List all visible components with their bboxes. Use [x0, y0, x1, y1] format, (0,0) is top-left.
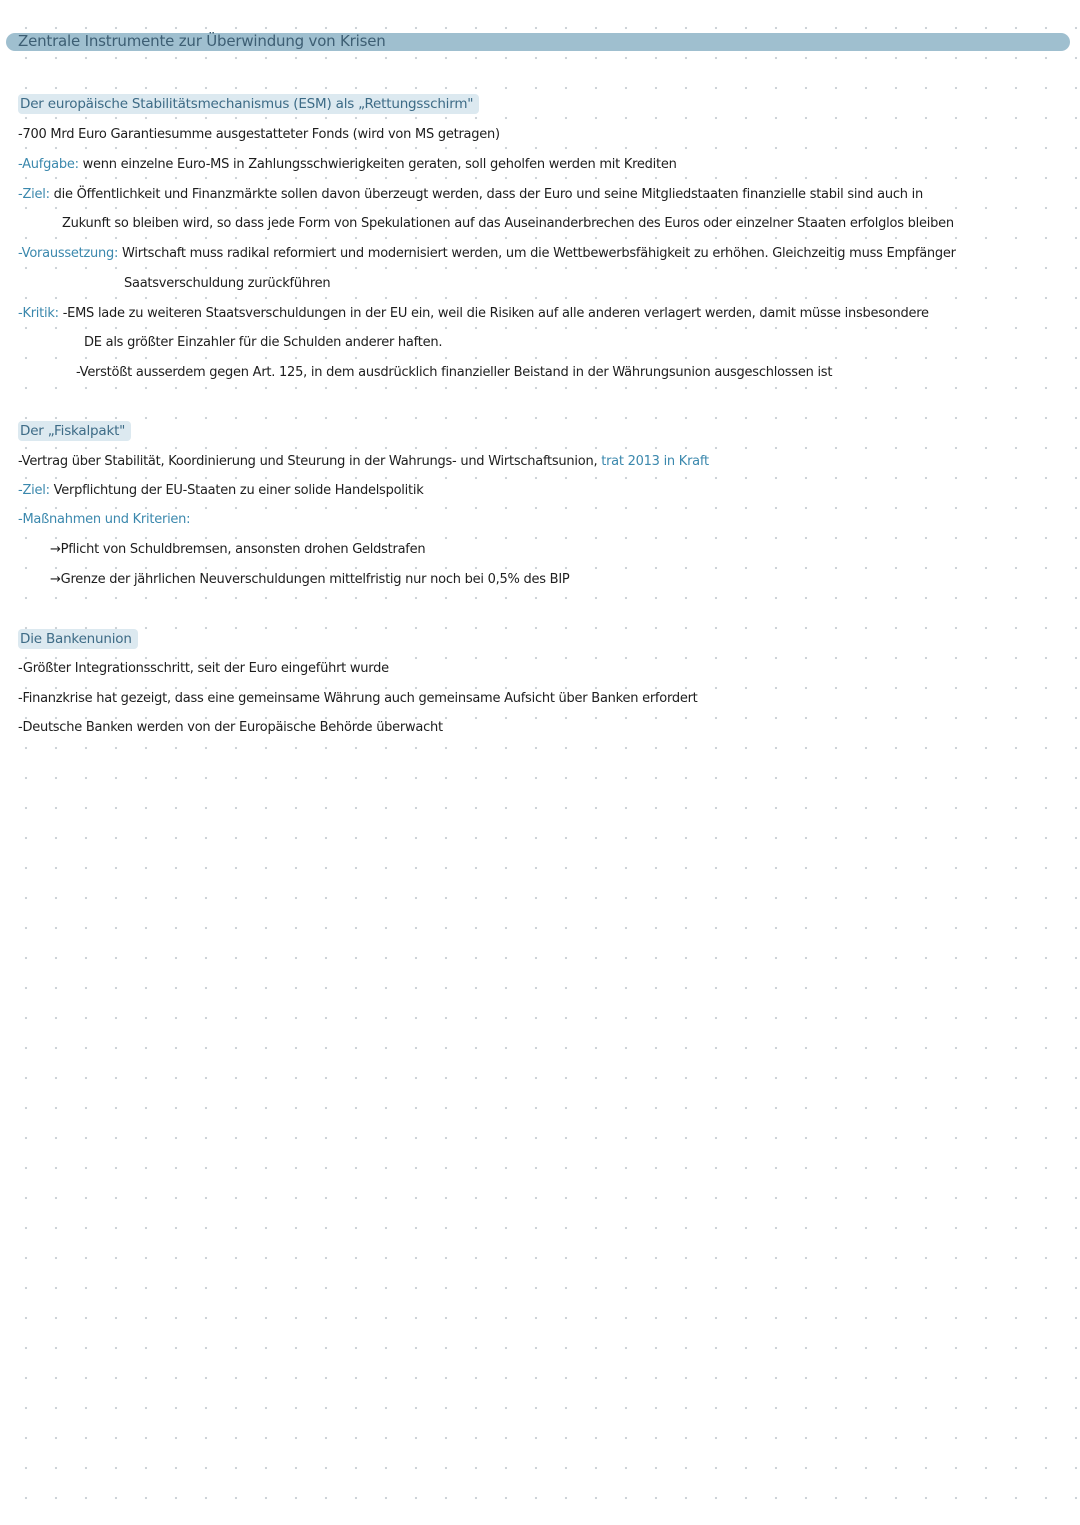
esm-line-garantiesumme: -700 Mrd Euro Garantiesumme ausgestatteter Fonds (wird von MS getragen)	[18, 127, 500, 142]
fiskalpakt-heading: Der „Fiskalpakt"	[18, 421, 131, 441]
esm-voraussetzung-line	[18, 245, 956, 263]
esm-kritik-text-2: DE als größter Einzahler für die Schulden anderer haften.	[84, 335, 443, 350]
fiskalpakt-massnahmen-label: -Maßnahmen und Kriterien:	[18, 512, 191, 527]
esm-ziel-line	[18, 186, 923, 204]
bankenunion-heading: Die Bankenunion	[18, 629, 138, 649]
esm-ziel-text-2: Zukunft so bleiben wird, so dass jede Form von Spekulationen auf das Auseinanderbrechen des Euros oder einzelner Staaten erfolglos bleiben	[62, 216, 954, 231]
esm-kritik-text-1: -EMS lade zu weiteren Staatsverschuldungen in der EU ein, weil die Risiken auf alle anderen verlagert werden, damit müsse insbesondere	[62, 306, 929, 321]
fiskalpakt-ziel-text: Verpflichtung der EU-Staaten zu einer solide Handelspolitik	[53, 483, 424, 498]
esm-aufgabe-line	[18, 156, 677, 174]
bankenunion-line-2: -Finanzkrise hat gezeigt, dass eine gemeinsame Währung auch gemeinsame Aufsicht über Banken erfordert	[18, 691, 698, 706]
fiskalpakt-ziel-line	[18, 482, 424, 500]
esm-voraussetzung-label: -Voraussetzung:	[18, 246, 119, 261]
fiskalpakt-inkraft-text: trat 2013 in Kraft	[601, 454, 709, 469]
esm-ziel-label: -Ziel:	[18, 187, 50, 202]
esm-kritik-label: -Kritik:	[18, 306, 59, 321]
esm-kritik-line	[18, 305, 929, 323]
esm-heading: Der europäische Stabilitätsmechanismus (ESM) als „Rettungsschirm"	[18, 94, 479, 114]
esm-kritik-text-3: -Verstößt ausserdem gegen Art. 125, in dem ausdrücklich finanzieller Beistand in der Währungsunion ausgeschlossen ist	[76, 365, 833, 380]
fiskalpakt-vertrag-line	[18, 453, 709, 471]
esm-aufgabe-label: -Aufgabe:	[18, 157, 79, 172]
bankenunion-line-1: -Größter Integrationsschritt, seit der Euro eingeführt wurde	[18, 661, 389, 676]
esm-voraussetzung-text-2: Saatsverschuldung zurückführen	[124, 276, 331, 291]
page-title: Zentrale Instrumente zur Überwindung von Krisen	[18, 32, 386, 50]
fiskalpakt-item-neuverschuldung: →Grenze der jährlichen Neuverschuldungen mittelfristig nur noch bei 0,5% des BIP	[50, 572, 570, 587]
esm-aufgabe-text: wenn einzelne Euro-MS in Zahlungsschwierigkeiten geraten, soll geholfen werden mit Krediten	[82, 157, 677, 172]
bankenunion-line-3: -Deutsche Banken werden von der Europäische Behörde überwacht	[18, 720, 443, 735]
fiskalpakt-vertrag-text: -Vertrag über Stabilität, Koordinierung und Steurung in der Wahrungs- und Wirtschaftsunion,	[18, 454, 598, 469]
esm-ziel-text-1: die Öffentlichkeit und Finanzmärkte sollen davon überzeugt werden, dass der Euro und seine Mitgliedstaaten finanzielle stabil sind auch in	[53, 187, 923, 202]
esm-voraussetzung-text-1: Wirtschaft muss radikal reformiert und modernisiert werden, um die Wettbewerbsfähigkeit zu erhöhen. Gleichzeitig muss Empfänger	[122, 246, 956, 261]
fiskalpakt-ziel-label: -Ziel:	[18, 483, 50, 498]
fiskalpakt-item-schuldbremsen: →Pflicht von Schuldbremsen, ansonsten drohen Geldstrafen	[50, 542, 426, 557]
